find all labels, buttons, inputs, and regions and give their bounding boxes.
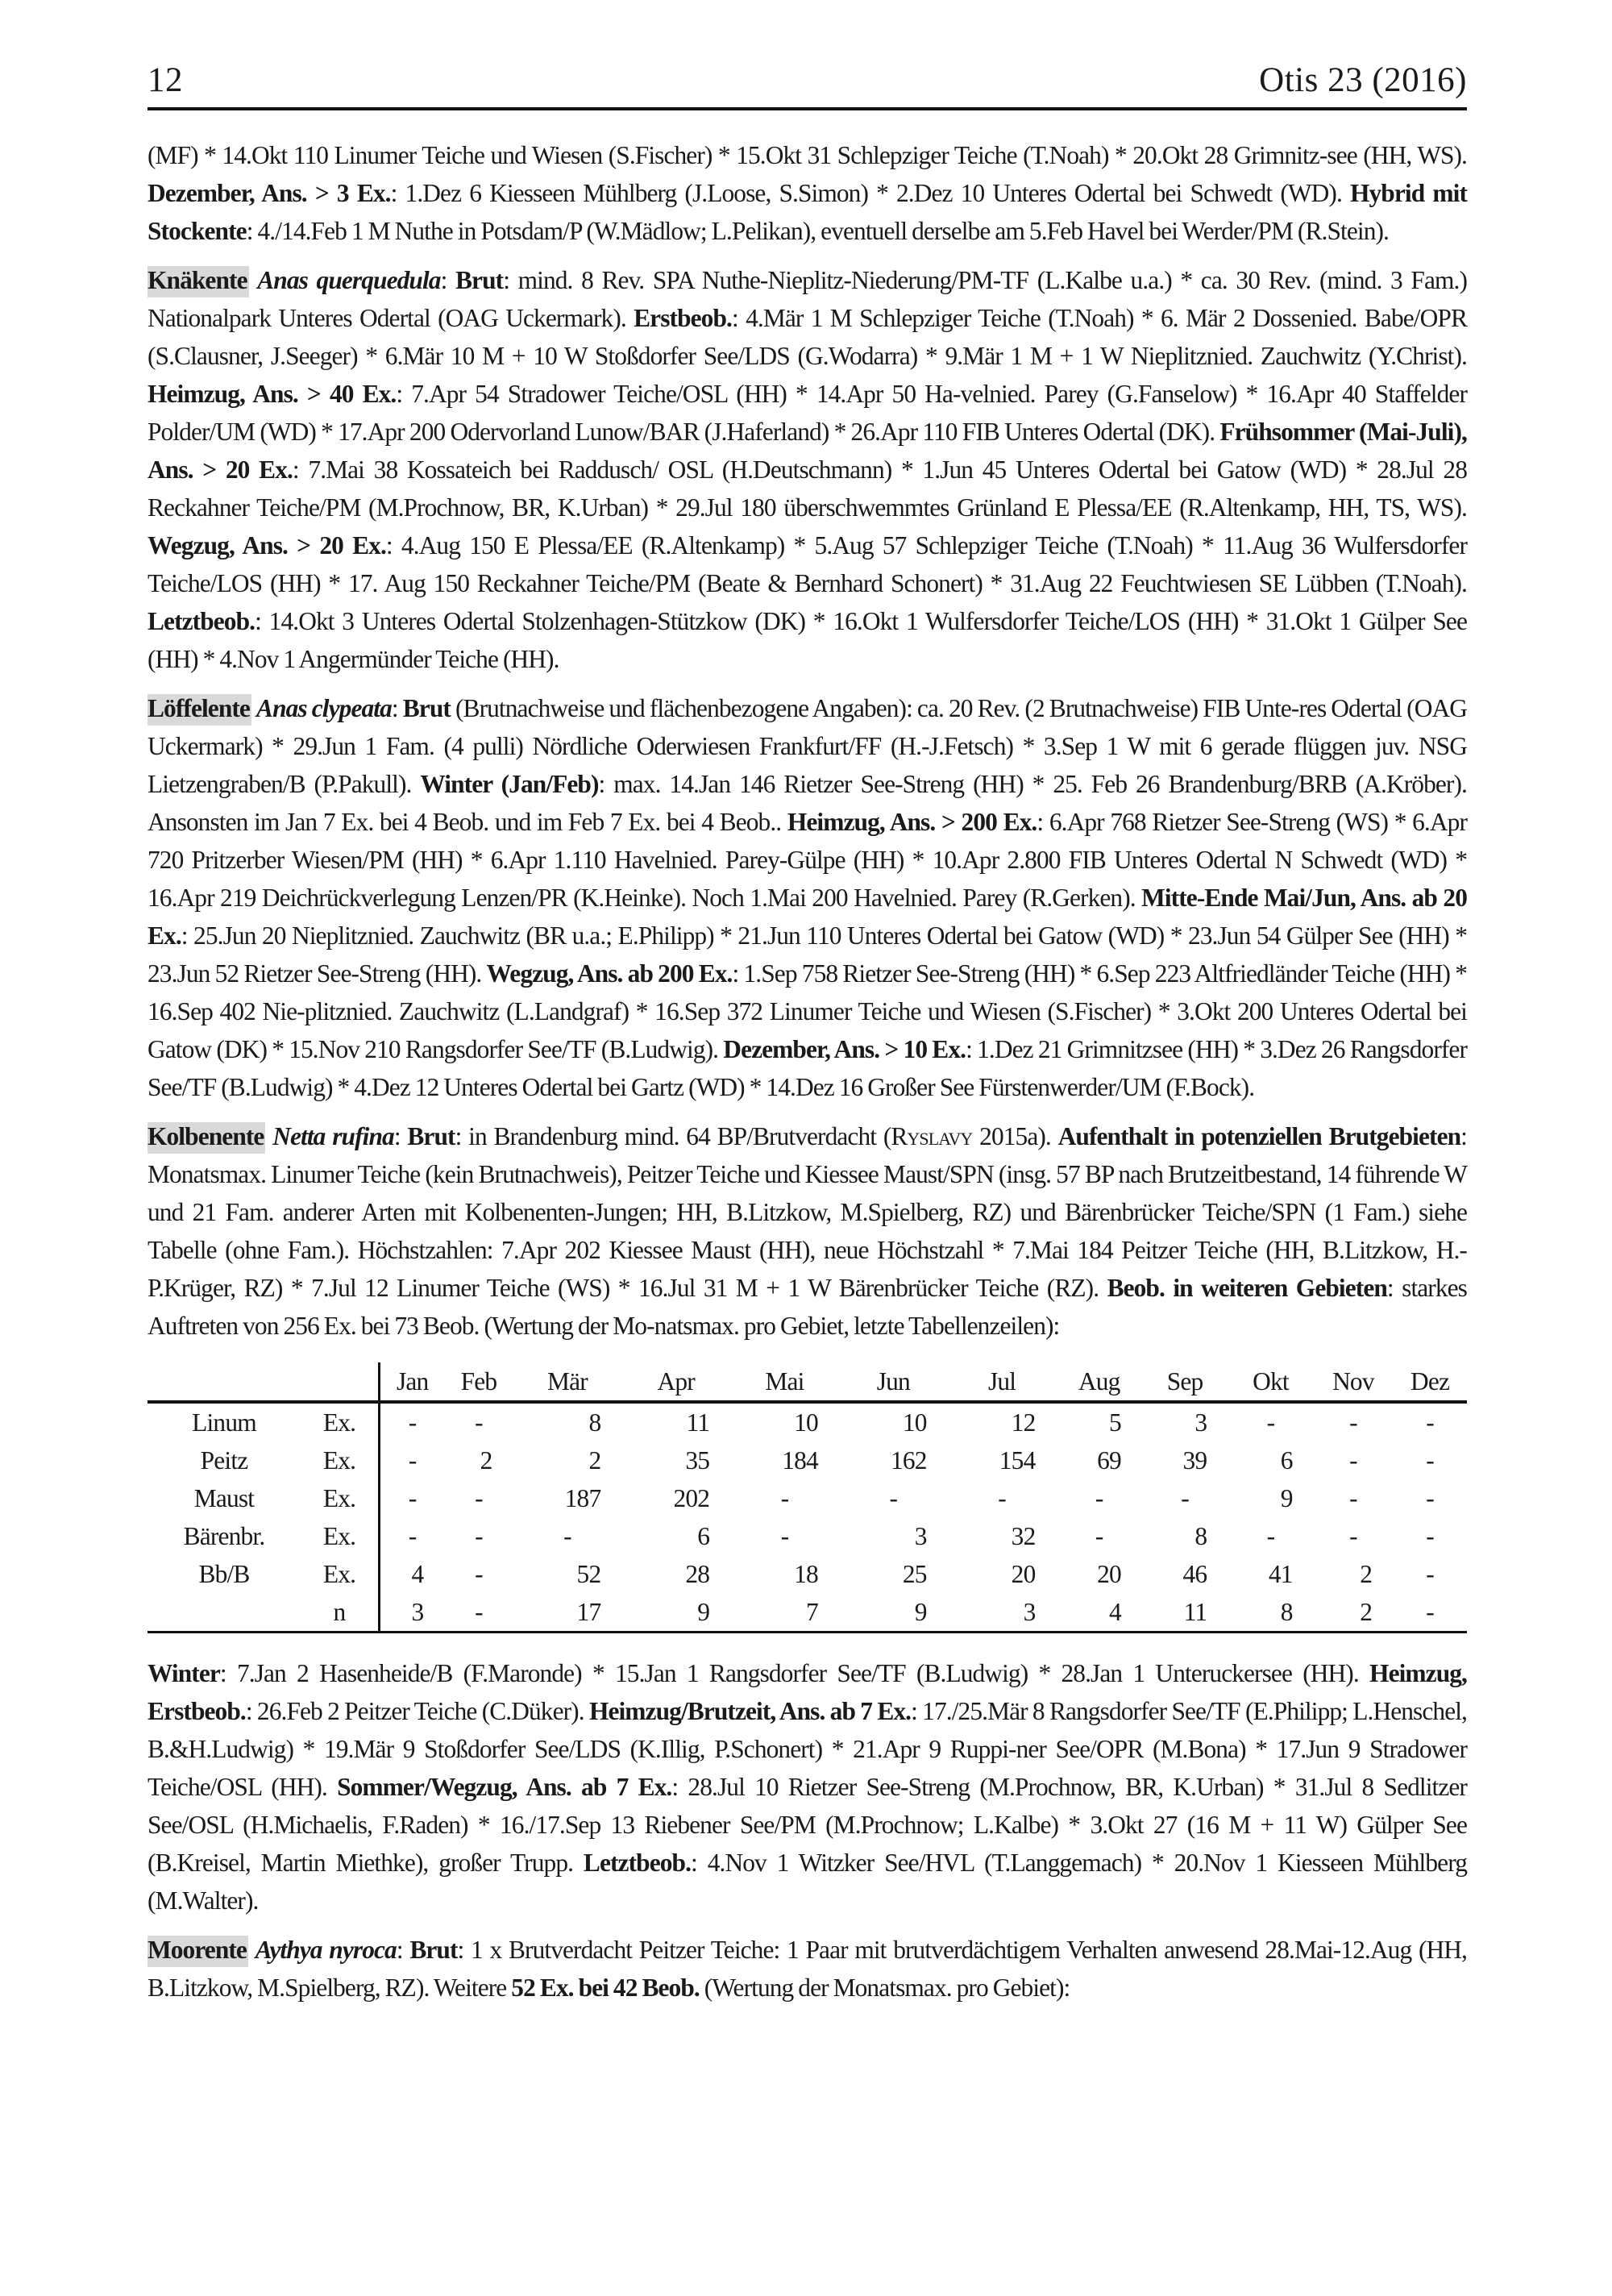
table-cell-value: 6 <box>697 1522 710 1550</box>
bold-heading: Winter <box>147 1659 220 1687</box>
table-cell-value: 8 <box>588 1408 601 1437</box>
table-cell-value: 3 <box>948 1593 1057 1633</box>
table-header-row <box>147 1362 1467 1402</box>
table-cell-value: 3 <box>380 1593 445 1633</box>
text-run: : mind. 8 Rev. SPA Nuthe-Nieplitz-Niederung/PM-TF (L.Kalbe u.a.) * ca. 30 Rev. (mind. 3 Fam.) Nationalpark Unteres Odertal (OAG Uckermark). <box>147 266 1468 332</box>
text-run: (Wertung der Monatsmax. pro Gebiet): <box>699 1974 1070 2002</box>
table-cell-value: 184 <box>782 1446 818 1475</box>
table-cell-value: 3 <box>1194 1408 1207 1437</box>
text-run: : Monatsmax. Linumer Teiche (kein Brutnachweis), Peitzer Teiche und Kiessee Maust/SPN (insg. 57 BP nach Brutzeitbestand, 14 führende W und 21 Fam. anderer Arten mit Kolbenenten-Jungen; HH, B.Litzkow, M.Spielberg, RZ) und Bärenbrücker Teiche/SPN (1 Fam.) siehe Tabelle (ohne Fam.). Höchstzahlen: 7.Apr 202 Kiessee Maust (HH), neue Höchstzahl * 7.Mai 184 Peitzer Teiche (HH, B.Litzkow, H.-P.Krüger, RZ) * 7.Jul 12 Linumer Teiche (WS) * 16.Jul 31 M + 1 W Bärenbrücker Teiche (RZ). <box>147 1122 1467 1302</box>
table-row <box>147 1517 1467 1555</box>
table-cell-area: Bb/B <box>198 1560 250 1588</box>
table-cell-value: - <box>1426 1408 1434 1437</box>
bold-heading: Heimzug/Brutzeit, Ans. ab 7 Ex. <box>588 1697 912 1725</box>
table-cell-value: - <box>1349 1484 1357 1512</box>
text-run <box>249 266 258 294</box>
table-cell-value: - <box>475 1560 483 1588</box>
table-cell-value: 17 <box>513 1593 622 1633</box>
bold-heading: Sommer/Wegzug, Ans. ab 7 Ex. <box>337 1773 672 1801</box>
text-run: : in Brandenburg mind. 64 BP/Brutverdacht ( <box>455 1122 891 1150</box>
table-cell-value: - <box>1181 1484 1189 1512</box>
scientific-name: Aythya nyroca <box>255 1936 397 1964</box>
table-cell-value: - <box>780 1484 789 1512</box>
text-run: : 4./14.Feb 1 M Nuthe in Potsdam/P (W.Mädlow; L.Pelikan), eventuell derselbe am 5.Feb Havel bei Werder/PM (R.Stein). <box>246 217 1389 245</box>
table-cell-unit: Ex. <box>301 1555 380 1593</box>
table-header-month: Apr <box>621 1362 730 1402</box>
table-cell-value: 202 <box>673 1484 710 1512</box>
table-header-month: Aug <box>1056 1362 1141 1402</box>
running-head <box>147 63 1467 110</box>
table-cell-value: 4 <box>1056 1593 1141 1633</box>
text-run: : 7.Mai 38 Kossateich bei Raddusch/ OSL (H.Deutschmann) * 1.Jun 45 Unteres Odertal bei Gatow (WD) * 28.Jul 28 Reckahner Teiche/PM (M.Prochnow, BR, K.Urban) * 29.Jul 180 überschwemmtes Grünland E Plessa/EE (R.Altenkamp, HH, TS, WS). <box>147 455 1467 522</box>
scientific-name: Anas clypeata <box>256 694 392 722</box>
text-run: (MF) * 14.Okt 110 Linumer Teiche und Wiesen (S.Fischer) * 15.Okt 31 Schlepziger Teiche (T.Noah) * 20.Okt 28 Grimnitz-see (HH, WS). <box>147 141 1467 169</box>
table-header-month: Jul <box>948 1362 1057 1402</box>
bold-heading: Erstbeob. <box>634 304 732 332</box>
table-cell-value: - <box>1095 1522 1103 1550</box>
table-cell-value: 154 <box>999 1446 1036 1475</box>
species-name: Kolbenente <box>147 1122 265 1154</box>
table-cell-value: 35 <box>685 1446 710 1475</box>
table-header-month: Mai <box>730 1362 839 1402</box>
species-name: Knäkente <box>147 266 249 297</box>
table-cell-value: 46 <box>1182 1560 1207 1588</box>
table-cell-area: Linum <box>192 1408 256 1437</box>
text-run: : 1.Sep 758 Rietzer See-Streng (HH) * 6.Sep 223 Altfriedländer Teiche (HH) * 16.Sep 402 Nie-plitznied. Zauchwitz (L.Landgraf) * 16.Sep 372 Linumer Teiche und Wiesen (S.Fischer) * 3.Okt 200 Unteres Odertal bei Gatow (DK) * 15.Nov 210 Rangsdorfer See/TF (B.Ludwig). <box>147 959 1467 1063</box>
table-cell-value: 18 <box>794 1560 818 1588</box>
article-body <box>147 136 1467 2007</box>
bold-heading: Aufenthalt in potenziellen Brutgebieten <box>1057 1122 1461 1150</box>
species-name: Moorente <box>147 1936 248 1967</box>
bold-heading: Heimzug, Ans. > 40 Ex. <box>147 380 397 408</box>
table-row <box>147 1479 1467 1517</box>
table-cell-value: - <box>408 1408 417 1437</box>
table-cell-value: 162 <box>891 1446 927 1475</box>
table-cell-value: - <box>998 1484 1006 1512</box>
table-header-month: Okt <box>1228 1362 1313 1402</box>
bold-heading: Brut <box>402 694 451 722</box>
table-header-month: Jan <box>380 1362 445 1402</box>
table-cell-value: 2 <box>1360 1560 1373 1588</box>
table-cell-value: - <box>1266 1522 1275 1550</box>
table-cell-unit: Ex. <box>301 1517 380 1555</box>
text-run: : 17./25.Mär 8 Rangsdorfer See/TF (E.Philipp; L.Henschel, B.&H.Ludwig) * 19.Mär 9 Stoßdorfer See/LDS (K.Illig, P.Schonert) * 21.Apr 9 Ruppi-ner See/OPR (M.Bona) * 17.Jun 9 Stradower Teiche/OSL (HH). <box>147 1697 1468 1801</box>
bold-heading: Winter (Jan/Feb) <box>420 770 599 798</box>
table-cell-value: 25 <box>902 1560 927 1588</box>
table-cell-value: 32 <box>1011 1522 1036 1550</box>
table-cell-unit: Ex. <box>301 1479 380 1517</box>
table-cell-value: - <box>475 1522 483 1550</box>
bold-heading: Brut <box>407 1122 455 1150</box>
text-run <box>248 1936 256 1964</box>
table-cell-value: - <box>1349 1446 1357 1475</box>
table-cell-value: 4 <box>411 1560 424 1588</box>
table-cell-value: 69 <box>1097 1446 1121 1475</box>
text-run: : 25.Jun 20 Nieplitznied. Zauchwitz (BR u.a.; E.Philipp) * 21.Jun 110 Unteres Odertal bei Gatow (WD) * 23.Jun 54 Gülper See (HH) * 23.Jun 52 Rietzer See-Streng (HH). <box>147 921 1467 988</box>
table-header-area <box>147 1362 301 1402</box>
table-cell-value: 187 <box>564 1484 601 1512</box>
table-cell-area: Peitz <box>200 1446 248 1475</box>
text-run: : max. 14.Jan 146 Rietzer See-Streng (HH) * 25. Feb 26 Brandenburg/BRB (A.Kröber). Ansonsten im Jan 7 Ex. bei 4 Beob. und im Feb 7 Ex. bei 4 Beob.. <box>147 770 1467 836</box>
table-cell-value: 5 <box>1108 1408 1121 1437</box>
table-cell-value: - <box>1095 1484 1103 1512</box>
page-number: 12 <box>147 61 183 99</box>
paragraph-knaekente <box>147 261 1467 678</box>
table-cell-value: 20 <box>1011 1560 1036 1588</box>
table-cell-value: 6 <box>1280 1446 1293 1475</box>
text-run: : 14.Okt 3 Unteres Odertal Stolzenhagen-Stützkow (DK) * 16.Okt 1 Wulfersdorfer Teiche/LOS (HH) * 31.Okt 1 Gülper See (HH) * 4.Nov 1 Angermünder Teiche (HH). <box>147 607 1467 673</box>
table-header-month: Jun <box>839 1362 948 1402</box>
text-run: : 28.Jul 10 Rietzer See-Streng (M.Prochnow, BR, K.Urban) * 31.Jul 8 Sedlitzer See/OSL (H.Michaelis, F.Raden) * 16./17.Sep 13 Riebener See/PM (M.Prochnow; L.Kalbe) * 3.Okt 27 (16 M + 11 W) Gülper See (B.Kreisel, Martin Miethke), großer Trupp. <box>147 1773 1467 1877</box>
table-cell-unit: Ex. <box>301 1402 380 1441</box>
bold-heading: Letztbeob. <box>583 1849 692 1877</box>
bold-heading: Brut <box>409 1936 458 1964</box>
table-cell-value: 2 <box>1314 1593 1394 1633</box>
table-header-unit <box>301 1362 380 1402</box>
species-name: Löffelente <box>147 694 251 726</box>
table-cell-value: 11 <box>1142 1593 1228 1633</box>
bold-heading: Beob. in weiteren Gebieten <box>1107 1274 1387 1302</box>
bold-heading: Letztbeob. <box>147 607 256 635</box>
paragraph-loeffelente <box>147 689 1467 1106</box>
table-cell-value: 39 <box>1182 1446 1207 1475</box>
text-run: : 4.Nov 1 Witzker See/HVL (T.Langgemach) * 20.Nov 1 Kiesseen Mühlberg (M.Walter). <box>147 1849 1467 1915</box>
table-cell-value: 2 <box>588 1446 601 1475</box>
table-cell-value: - <box>408 1484 417 1512</box>
table-cell-area <box>147 1593 301 1633</box>
bold-heading: Dezember, Ans. > 3 Ex. <box>147 179 391 207</box>
bold-heading: Wegzug, Ans. ab 200 Ex. <box>486 959 733 988</box>
table-cell-value: - <box>780 1522 789 1550</box>
text-run: : 26.Feb 2 Peitzer Teiche (C.Düker). <box>245 1697 589 1725</box>
table-cell-value: - <box>1266 1408 1275 1437</box>
table-cell-value: 9 <box>839 1593 948 1633</box>
text-run: : 4.Aug 150 E Plessa/EE (R.Altenkamp) * 5.Aug 57 Schlepziger Teiche (T.Noah) * 11.Aug 36 Wulfersdorfer Teiche/LOS (HH) * 17. Aug 150 Reckahner Teiche/PM (Beate & Bernhard Schonert) * 31.Aug 22 Feuchtwiesen SE Lübben (T.Noah). <box>147 531 1467 597</box>
text-run <box>265 1122 272 1150</box>
text-run: : 6.Apr 768 Rietzer See-Streng (WS) * 6.Apr 720 Pritzerber Wiesen/PM (HH) * 6.Apr 1.110 Havelnied. Parey-Gülpe (HH) * 10.Apr 2.800 FIB Unteres Odertal N Schwedt (WD) * 16.Apr 219 Deichrückverlegung Lenzen/PR (K.Heinke). Noch 1.Mai 200 Havelnied. Parey (R.Gerken). <box>147 808 1467 912</box>
paragraph-kolbenente-phenology <box>147 1654 1467 1920</box>
table-cell-value: - <box>1393 1593 1467 1633</box>
text-run: : <box>391 694 403 722</box>
table-cell-value: - <box>475 1484 483 1512</box>
table-cell-value: 12 <box>1011 1408 1036 1437</box>
table-cell-value: 7 <box>730 1593 839 1633</box>
paragraph-continuation <box>147 136 1467 250</box>
table-cell-value: - <box>1426 1484 1434 1512</box>
table-cell-value: - <box>408 1522 417 1550</box>
table-cell-value: - <box>1426 1522 1434 1550</box>
table-row <box>147 1555 1467 1593</box>
table-cell-value: 10 <box>794 1408 818 1437</box>
table-cell-value: 8 <box>1228 1593 1313 1633</box>
table-cell-area: Maust <box>193 1484 255 1512</box>
table-cell-value: 3 <box>914 1522 927 1550</box>
bold-heading: Frühsommer (Mai-Juli), Ans. > 20 Ex. <box>147 418 1467 484</box>
text-run: : 1.Dez 6 Kiesseen Mühlberg (J.Loose, S.Simon) * 2.Dez 10 Unteres Odertal bei Schwedt (WD). <box>390 179 1350 207</box>
table-cell-value: 2 <box>480 1446 492 1475</box>
table-header-month: Feb <box>444 1362 513 1402</box>
text-run: : 1.Dez 21 Grimnitzsee (HH) * 3.Dez 26 Rangsdorfer See/TF (B.Ludwig) * 4.Dez 12 Unteres Odertal bei Gartz (WD) * 14.Dez 16 Großer See Fürstenwerder/UM (F.Bock). <box>147 1035 1468 1101</box>
text-run: : <box>393 1122 408 1150</box>
table-cell-value: - <box>408 1446 417 1475</box>
bold-heading: Heimzug, Erstbeob. <box>147 1659 1467 1725</box>
table-cell-area: Bärenbr. <box>183 1522 265 1550</box>
table-cell-value: - <box>444 1593 513 1633</box>
table-cell-value: 10 <box>902 1408 927 1437</box>
text-run: (Brutnachweise und flächenbezogene Angaben): ca. 20 Rev. (2 Brutnachweise) FIB Unte-res Odertal (OAG Uckermark) * 29.Jun 1 Fam. (4 pulli) Nördliche Oderwiesen Frankfurt/FF (H.-J.Fetsch) * 3.Sep 1 W mit 6 gerade flüggen juv. NSG Lietzengraben/B (P.Pakull). <box>147 694 1468 798</box>
table-row <box>147 1441 1467 1479</box>
table-cell-value: - <box>1426 1560 1434 1588</box>
text-run: : starkes Auftreten von 256 Ex. bei 73 Beob. (Wertung der Mo-natsmax. pro Gebiet, letzte Tabellenzeilen): <box>147 1274 1468 1340</box>
table-header-month: Sep <box>1142 1362 1228 1402</box>
table-cell-unit: Ex. <box>301 1441 380 1479</box>
table-row <box>147 1402 1467 1441</box>
text-run: 2015a). <box>972 1122 1058 1150</box>
journal-title: Otis 23 (2016) <box>1259 61 1467 99</box>
paragraph-moorente <box>147 1931 1467 2007</box>
table-cell-value: - <box>1426 1446 1434 1475</box>
table-cell-value: 41 <box>1268 1560 1293 1588</box>
table-cell-value: - <box>475 1408 483 1437</box>
text-run: : 1 x Brutverdacht Peitzer Teiche: 1 Paar mit brutverdächtigem Verhalten anwesend 28.Mai-12.Aug (HH, B.Litzkow, M.Spielberg, RZ). Weitere <box>147 1936 1467 2002</box>
bold-heading: Dezember, Ans. > 10 Ex. <box>723 1035 966 1063</box>
table-cell-value: 28 <box>685 1560 710 1588</box>
kolbenente-monthly-table <box>147 1362 1467 1633</box>
table-cell-unit: n <box>301 1593 380 1633</box>
text-run: : 4.Mär 1 M Schlepziger Teiche (T.Noah) * 6. Mär 2 Dossenied. Babe/OPR (S.Clausner, J.Seeger) * 6.Mär 10 M + 10 W Stoßdorfer See/LDS (G.Wodarra) * 9.Mär 1 M + 1 W Nieplitznied. Zauchwitz (Y.Christ). <box>147 304 1467 370</box>
bold-heading: Hybrid mit Stockente <box>147 179 1467 245</box>
table-header-month: Nov <box>1314 1362 1394 1402</box>
table-cell-value: 20 <box>1097 1560 1121 1588</box>
paragraph-kolbenente <box>147 1117 1467 1345</box>
text-run: : <box>396 1936 410 1964</box>
table-cell-value: - <box>889 1484 898 1512</box>
text-run: : 7.Apr 54 Stradower Teiche/OSL (HH) * 14.Apr 50 Ha-velnied. Parey (G.Fanselow) * 16.Apr 40 Staffelder Polder/UM (WD) * 17.Apr 200 Odervorland Lunow/BAR (J.Haferland) * 26.Apr 110 FIB Unteres Odertal (DK). <box>147 380 1467 446</box>
author-citation: Ryslavy <box>891 1122 973 1150</box>
bold-heading: Heimzug, Ans. > 200 Ex. <box>787 808 1037 836</box>
table-row <box>147 1593 1467 1633</box>
text-run: : 7.Jan 2 Hasenheide/B (F.Maronde) * 15.Jan 1 Rangsdorfer See/TF (B.Ludwig) * 28.Jan 1 Unteruckersee (HH). <box>219 1659 1370 1687</box>
bold-heading: Wegzug, Ans. > 20 Ex. <box>147 531 386 559</box>
table-body <box>147 1402 1467 1633</box>
bold-heading: Mitte-Ende Mai/Jun, Ans. ab 20 Ex. <box>147 884 1467 950</box>
scientific-name: Netta rufina <box>272 1122 394 1150</box>
table-cell-value: - <box>563 1522 571 1550</box>
table-cell-value: 8 <box>1194 1522 1207 1550</box>
bold-heading: Brut <box>455 266 504 294</box>
table-cell-value: 52 <box>576 1560 601 1588</box>
table-cell-value: - <box>1349 1408 1357 1437</box>
text-run: : <box>440 266 456 294</box>
table-header-month: Mär <box>513 1362 622 1402</box>
table-cell-value: 11 <box>686 1408 710 1437</box>
table-header-month: Dez <box>1393 1362 1467 1402</box>
table-cell-value: - <box>1349 1522 1357 1550</box>
table-cell-value: 9 <box>1280 1484 1293 1512</box>
page <box>147 63 1467 2018</box>
scientific-name: Anas querquedula <box>257 266 441 294</box>
bold-heading: 52 Ex. bei 42 Beob. <box>511 1974 700 2002</box>
table-cell-value: 9 <box>621 1593 730 1633</box>
